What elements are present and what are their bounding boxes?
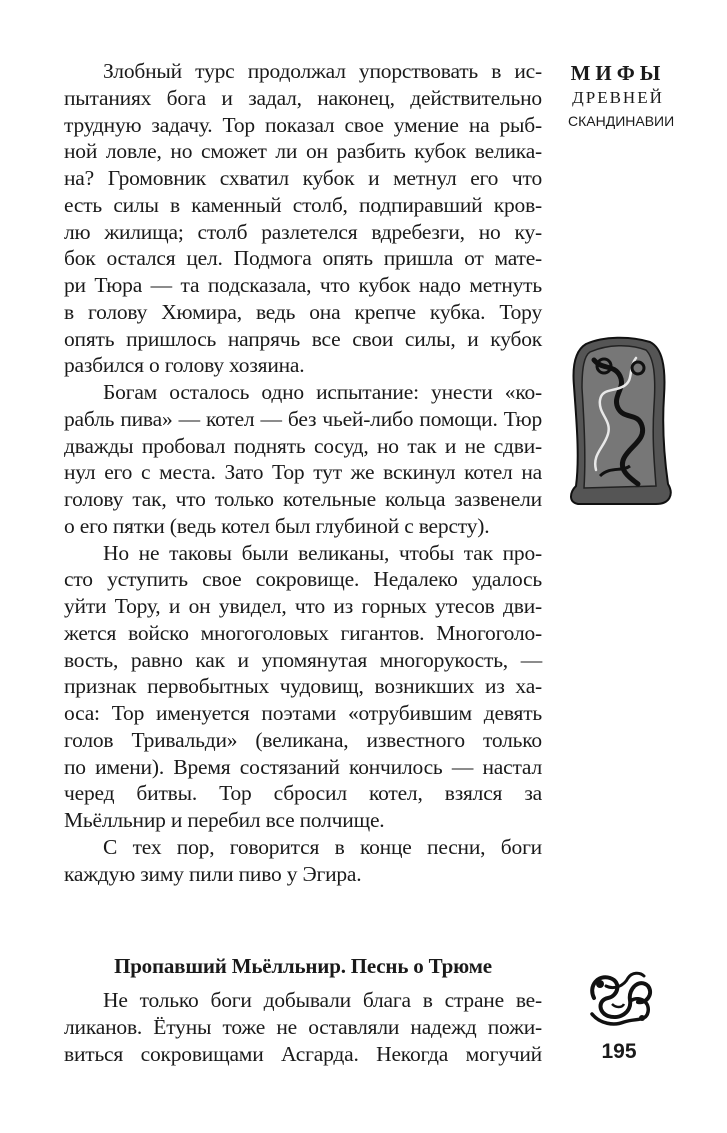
text-line: дважды пробовал поднять сосуд, но так и не сдви- (64, 433, 542, 458)
text-line: сто уступить свое сокровище. Недалеко удалось (64, 567, 542, 592)
text-line: голову так, что только котельные кольца зазвенели (64, 487, 542, 511)
section-text (64, 987, 542, 1067)
text-line: ной ловле, но сможет ли он разбить кубок велика- (64, 139, 542, 164)
running-head-line2: ДРЕВНЕЙ (572, 88, 664, 107)
text-line: трудную задачу. Тор показал свое умение на рыб- (64, 112, 542, 137)
text-line: есть силы в каменный столб, подпиравший кров- (64, 192, 542, 217)
text-line: черед битвы. Тор сбросил котел, взялся за (64, 781, 542, 806)
text-line: ри Тюра — та подсказала, что кубок надо метнуть (64, 273, 542, 297)
text-line: оса: Тор именуется поэтами «отрубившим девять (64, 701, 542, 725)
text-line: по имени). Время состязаний кончилось — настал (64, 754, 542, 779)
text-line: Злобный турс продолжал упорствовать в ис- (103, 59, 542, 83)
paragraph (64, 540, 542, 834)
text-line: Мьёлльнир и перебил все полчище. (64, 808, 385, 832)
paragraph (64, 379, 542, 540)
knot-ornament-icon (584, 968, 654, 1030)
text-line: виться сокровищами Асгарда. Некогда могучий (64, 1041, 542, 1066)
text-line: пытаниях бога и задал, наконец, действительно (64, 85, 542, 110)
body-text (64, 58, 542, 887)
text-line: лю жилища; столб разлетелся вдребезги, но ку- (64, 219, 542, 244)
text-line: каждую зиму пили пиво у Эгира. (64, 861, 362, 886)
running-head-line1: МИФЫ (570, 61, 666, 85)
paragraph (64, 58, 542, 379)
paragraph (64, 987, 542, 1067)
text-line: бок остался цел. Подмога опять пришла от мате- (64, 246, 542, 271)
section-heading: Пропавший Мьёлльнир. Песнь о Трюме (114, 954, 492, 978)
text-line: жется войско многоголовых гигантов. Многоголо- (64, 620, 542, 645)
running-head-line3: СКАНДИНАВИИ (568, 113, 675, 129)
text-line: вость, равно как и упомянутая многорукость, — (64, 647, 542, 672)
text-line: ликанов. Ётуны тоже не оставляли надежд пожи- (64, 1014, 542, 1039)
text-line: С тех пор, говорится в конце песни, боги (103, 834, 542, 859)
paragraph (64, 834, 542, 888)
text-line: на? Громовник схватил кубок и метнул его что (64, 166, 542, 190)
text-line: Не только боги добывали блага в стране ве- (103, 988, 542, 1012)
text-line: опять пришлось напрячь все свои силы, и кубок (64, 326, 542, 351)
text-line: уйти Тору, и он увидел, что из горных утесов дви- (64, 594, 542, 618)
runestone-icon (564, 336, 676, 508)
text-line: нул его с места. Зато Тор тут же вскинул котел на (64, 460, 542, 485)
text-line: в голову Хюмира, ведь она крепче кубка. Тору (64, 299, 542, 324)
text-line: разбился о голову хозяина. (64, 353, 305, 378)
text-line: признак первобытных чудовищ, возникших из ха- (64, 674, 542, 699)
text-line: Богам осталось одно испытание: унести «ко- (103, 380, 542, 404)
page-number: 195 (601, 1040, 637, 1063)
running-head (568, 60, 675, 132)
text-line: Но не таковы были великаны, чтобы так про- (103, 540, 542, 565)
text-line: рабль пива» — котел — без чьей-либо помощи. Тюр (64, 406, 542, 431)
text-line: голов Тривальди» (великана, известного только (64, 727, 542, 752)
text-line: о его пятки (ведь котел был глубиной с версту). (64, 513, 490, 538)
